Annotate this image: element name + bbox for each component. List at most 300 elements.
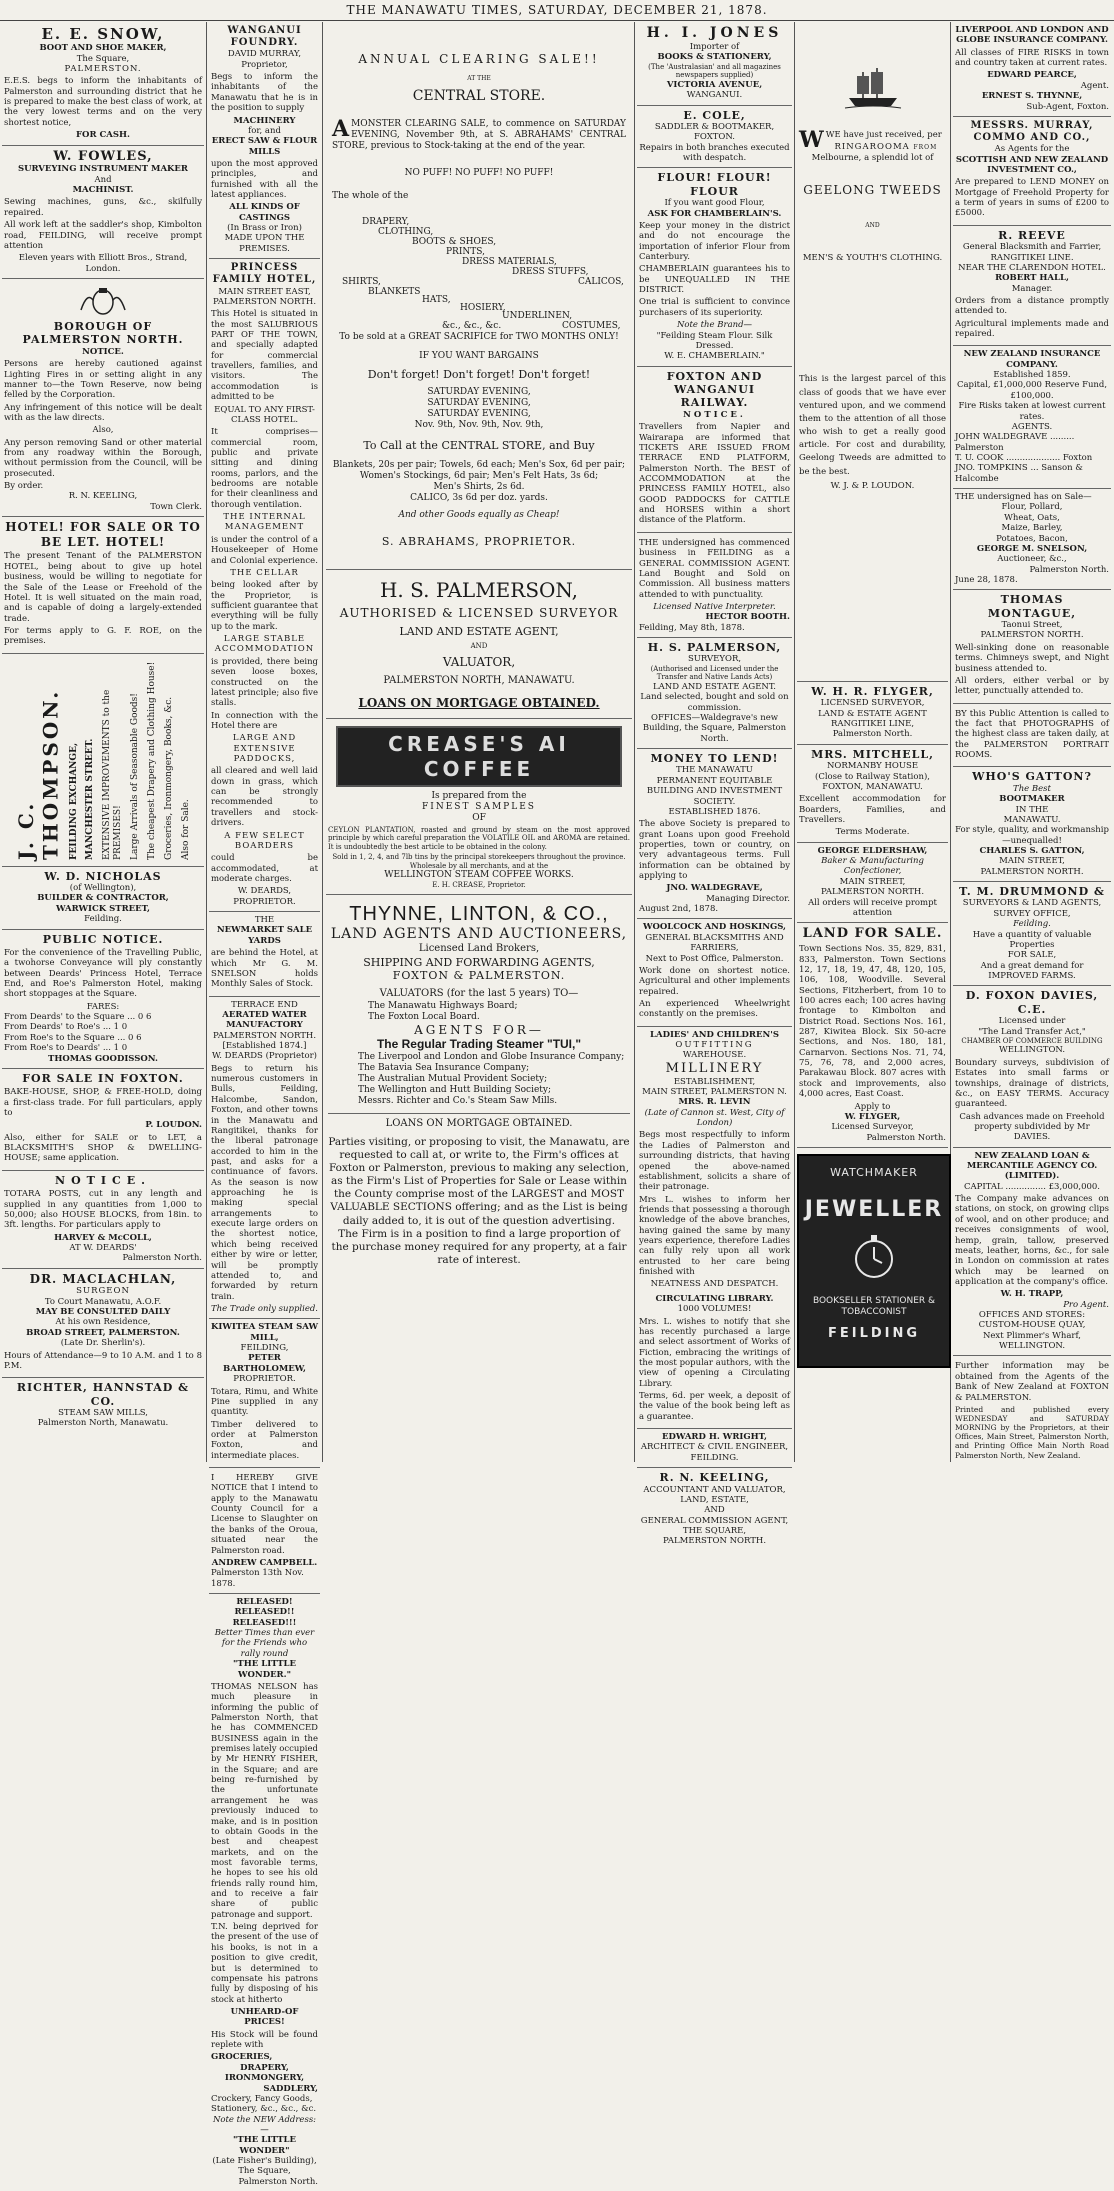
ad-text: TOTARA POSTS, cut in any length and supplied in any quantities from 1,000 to 50,000; also HOUSE BLOCKS, from 18in. to 3ft. lengths. For particulars apply to — [4, 1189, 202, 1231]
ad-name: W. H. R. FLYGER, — [811, 685, 934, 698]
ad-text: BAKE-HOUSE, SHOP, & FREE-HOLD, doing a first-class trade. For full particulars, apply to — [4, 1087, 202, 1118]
ad-line: ERECT SAW & FLOUR MILLS — [211, 136, 318, 157]
ad-text: BY this Public Attention is called to the fact that PHOTOGRAPHS of the highest class are taken daily, at the PALMERSTON PORTRAIT ROOMS. — [955, 708, 1109, 761]
ad-montague — [953, 590, 1111, 703]
ad-hours: Hours of Attendance—9 to 10 A.M. and 1 to 8 P.M. — [4, 1350, 202, 1371]
ad-text: The present Tenant of the PALMERSTON HOTEL, being about to give up hotel business, would be willing to negotiate for the Sale of the Lease or Freehold of the Hotel. It is well situated on the main road, and is capable of doing a largely-extended trade. — [4, 551, 202, 624]
ad-text: The above Society is prepared to grant Loans upon good Freehold properties, town or country, on very advantageous terms. Full information can be obtained by applying to — [639, 819, 790, 882]
ad-name: RICHTER, HANNSTAD & CO. — [16, 1381, 190, 1408]
ad-text: CHAMBERLAIN guarantees his to be UNEQUALLED IN THE DISTRICT. — [639, 264, 790, 296]
ad-role: Manager. — [1011, 283, 1053, 294]
ad-text: Melbourne, a splendid lot of — [811, 152, 934, 163]
ad-text: This is the largest parcel of this class of goods that we have ever ventured upon, and we commend them to the attention of all those who wish to get a really good article. For cost and durability, Geelong Tweeds are admitted to be the best. — [799, 374, 946, 477]
ad-title: MONEY TO LEND! — [650, 752, 779, 766]
ad-town: PALMERSTON. — [64, 64, 142, 75]
ad-signed: R. N. KEELING, — [68, 491, 138, 502]
ad-line: LAND, ESTATE, — [680, 1494, 749, 1505]
ad-and: AND — [704, 1505, 725, 1516]
ad-name: MESSRS. MURRAY, COMMO AND CO., — [970, 119, 1094, 144]
ad-other: And other Goods equally as Cheap! — [398, 510, 560, 521]
ad-text: W. E. CHAMBERLAIN." — [664, 351, 765, 362]
ad-text: could be accommodated, at moderate charges. — [211, 853, 318, 884]
ad-date: August 2nd, 1878. — [639, 904, 719, 915]
ad-nicholas — [2, 867, 204, 930]
ad-sub: AT W. DEARDS' — [69, 1243, 137, 1253]
ad-line: MAIN STREET, — [839, 876, 906, 887]
ad-town: Palmerston North. — [122, 1253, 202, 1264]
ad-heading: LARGE AND EXTENSIVE PADDOCKS, — [232, 733, 297, 765]
goods-item: HATS, — [422, 294, 451, 305]
ad-text: Town Sections Nos. 35, 829, 831, 833, Palmerston. Town Sections 12, 17, 18, 19, 47, 48, 120, 105, 106, 108, Woodville. Several Sections, Fitzherbert, from 10 to 100 acres each; 100 acres having frontage to Kimbolton and District Road. Sections Nos. 161, 287, Kiwitea Block. Six 50-acre Sections, and Nos. 180, 181, Carnarvon. Sections Nos. 71, 74, 75, 76, 78, and 2,000 acres, Parakawau Block. 807 acres with stock and improvements, also 4,000 acres, East Coast. — [799, 944, 946, 1100]
ad-text: Mrs L. wishes to inform her friends that possessing a thorough knowledge of the above branches, having gained the same by many years experience, therefore Ladies can fully rely upon all work entrusted to her care being finished with — [639, 1194, 790, 1278]
ad-geelong-tweeds: WWE have just received, per RINGAROOMA from Melbourne, a splendid lot of GEELONG TWEEDS AND MEN'S & YOUTH'S CLOTHING. This is the largest parcel of this class of goods that we have ever ventured upon, and we commend them to the attention of all those who wish to get a really good article. For cost and durability, Geelong Tweeds are admitted to be the best. W. J. & P. LOUDON. — [797, 22, 948, 682]
ad-borough — [2, 279, 204, 517]
ad-heading: LARGE STABLE ACCOMMODATION — [214, 634, 315, 655]
ad-line: for, and — [248, 125, 281, 136]
ad-trade: BUILDER & CONTRACTOR, — [37, 893, 169, 904]
ad-text: Orders from a distance promptly attended to. — [955, 295, 1109, 317]
ad-crease-coffee — [326, 719, 632, 895]
ad-gatton — [953, 767, 1111, 882]
ad-line: PALMERSTON NORTH. — [662, 1536, 767, 1547]
ad-princess-hotel — [209, 259, 320, 912]
ad-eldershaw — [797, 843, 948, 924]
ad-town: Palmerston North. — [1029, 564, 1109, 575]
ad-line: The Liverpool and London and Globe Insurance Company; — [358, 1051, 625, 1062]
ad-text: Timber delivered to order at Palmerston Foxton, and intermediate places. — [211, 1419, 318, 1461]
ad-name: R. REEVE — [998, 228, 1066, 242]
ad-text: are behind the Hotel, at which Mr G. M. SNELSON holds Monthly Sales of Stock. — [211, 948, 318, 990]
ad-text: E.E.S. begs to inform the inhabitants of Palmerston and surrounding district that he is prepared to make the best class of work, at the very lowest terms and on the very shortest notice, — [4, 76, 202, 128]
ad-line: Parties visiting, or proposing to visit, the Manawatu, are requested to call at, or write to, the Firm's offices at Foxton or Palmerston, previous to making any selection, as the Firm's List of Properties for Sale or Lease within the County comprise most of the LARGEST and MOST VALUABLE SECTIONS offering; and as the List is being daily added to, it is out of the question advertising. — [328, 1135, 630, 1227]
ad-jeweller — [797, 1154, 951, 1368]
ad-owner: W. DEARDS (Proprietor) — [212, 1051, 317, 1062]
ad-name: W. D. NICHOLAS — [44, 869, 162, 883]
ad-name: MRS. R. LEVIN — [678, 1097, 751, 1108]
ad-office: Town Clerk. — [150, 501, 202, 512]
ad-text: Palmerston North. — [238, 2176, 318, 2187]
goods-item: COSTUMES, — [562, 320, 621, 331]
ad-money — [637, 749, 792, 919]
masthead: THE MANAWATU TIMES, SATURDAY, DECEMBER 21, 1878. — [0, 0, 1114, 21]
ad-line: THE MANAWATU — [676, 765, 753, 776]
ad-fares: FARES: — [86, 1001, 120, 1012]
ad-date: Palmerston 13th Nov. 1878. — [211, 1568, 304, 1589]
ad-address: BROAD STREET, PALMERSTON. — [26, 1327, 180, 1338]
ad-text: EQUAL TO ANY FIRST-CLASS HOTEL. — [214, 404, 315, 425]
column-rule — [206, 22, 207, 1462]
ad-line: Feilding. — [1013, 919, 1051, 930]
ad-title: SURGEON — [76, 1286, 130, 1297]
ad-line: FOXTON, MANAWATU. — [822, 781, 923, 792]
ad-text: If you want good Flour, — [664, 198, 765, 209]
ad-manager: ROBERT HALL, — [995, 273, 1069, 284]
ad-line: ALL KINDS OF CASTINGS — [229, 202, 300, 223]
ad-thynne-linton — [326, 895, 632, 1271]
ad-text: E. H. CREASE, Proprietor. — [432, 881, 526, 890]
ad-ladies-outfitting — [637, 1027, 792, 1429]
ad-line: RANGITIKEI LINE. — [990, 252, 1074, 263]
ad-line: The Batavia Sea Insurance Company; — [358, 1062, 530, 1073]
ad-line: The Manawatu Highways Board; — [368, 1000, 518, 1011]
ad-name: PRINCESS FAMILY HOTEL, — [212, 262, 317, 286]
ad-line: SHIPPING AND FORWARDING AGENTS, — [363, 955, 595, 969]
ad-reeve — [953, 226, 1111, 347]
ad-text: Well-sinking done on reasonable terms. Chimneys swept, and Night business attended to. — [955, 642, 1109, 674]
ad-clearing-sale: ANNUAL CLEARING SALE!! AT THE CENTRAL STORE. AMONSTER CLEARING SALE, to commence on SATURDAY EVENING, November 9th, at S. ABRAHAMS' CENTRAL STORE, previous to Stock-taking at the end of the year. NO PUFF! NO PUFF! NO PUFF! The whole of the DRAPERY, CLOTHING, BOOTS & SHOES, PRINTS, DRESS MATERIALS, DRESS STUFFS, SHIRTS, CALICOS, BLANKETS HATS, HOSIERY, UNDERLINEN, &c., &c., &c. COSTUMES, To be sold at a GREAT SACRIFICE for TWO MONTHS ONLY! IF YOU WANT BARGAINS Don't forget! Don't forget! Don't forget! SATURDAY EVENING, SATURDAY EVENING, SATURDAY EVENING, Nov. 9th, Nov. 9th, Nov. 9th, To Call at the CENTRAL STORE, and Buy Blankets, 20s per pair; Towels, 6d each; Men's Sox, 6d per pair; Women's Stockings, 6d pair; Men's Felt Hats, 3s 6d; Men's Shirts, 2s 6d. CALICO, 3s 6d per doz. yards. And other Goods equally as Cheap! S. ABRAHAMS, PROPRIETOR. — [326, 22, 632, 570]
goods-item: DRESS STUFFS, — [512, 266, 589, 277]
ad-line: FOR SALE, — [1007, 950, 1057, 961]
ad-line: The Best — [1013, 783, 1051, 794]
ship-icon — [843, 66, 903, 110]
ad-text: "The Land Transfer Act," — [978, 1026, 1086, 1037]
ad-signed: W. H. TRAPP, — [1000, 1289, 1064, 1300]
ad-name: H. S. PALMERSON, — [647, 641, 782, 655]
ad-text: In connection with the Hotel there are — [211, 710, 318, 731]
ad-top: WATCHMAKER — [830, 1165, 918, 1179]
ad-title: LAND FOR SALE. — [802, 926, 943, 942]
ad-line: Licensed Land Brokers, — [418, 943, 540, 955]
ad-text: Sold in 1, 2, 4, and 7lb tins by the principal storekeepers throughout the province. Wholesale by all merchants, and at the — [332, 853, 626, 870]
ad-line: PALMERSTON NORTH, MANAWATU. — [383, 675, 575, 687]
ad-title: HOTEL! FOR SALE OR TO BE LET. HOTEL! — [5, 520, 201, 549]
ad-text: Cash advances made on Freehold property subdivided by Mr DAVIES. — [959, 1111, 1105, 1143]
ad-text: Are prepared to LEND MONEY on Mortgage of Freehold Property for a term of years in sums of £200 to £5000. — [955, 177, 1109, 219]
ad-text: Begs most respectfully to inform the Ladies of Palmerston and surrounding districts, that having opened the above-named establishment, solicits a share of their patronage. — [639, 1130, 790, 1193]
ad-signed: W. DEARDS, PROPRIETOR. — [233, 886, 296, 907]
ad-line: LAND & ESTATE AGENT — [818, 708, 927, 719]
ad-drummond — [953, 882, 1111, 986]
goods-item: PRINTS, — [446, 246, 485, 257]
ad-text: UNHEARD-OF PRICES! — [230, 2007, 299, 2028]
ad-name: E. E. SNOW, — [41, 25, 165, 43]
ad-line: LICENSED SURVEYOR, — [820, 698, 925, 709]
ad-the: THE — [254, 915, 275, 926]
ad-keeling — [637, 1468, 792, 1551]
ad-text: CHAMBER OF COMMERCE BUILDING — [961, 1036, 1103, 1045]
ad-line: FOXTON & PALMERSTON. — [392, 969, 566, 983]
ad-text: upon the most approved principles, and furnished with all the latest appliances. — [211, 158, 318, 201]
ad-text: Better Times than ever for the Friends who rally round — [214, 1628, 315, 1659]
ad-line: (The 'Australasian' and all magazines newspapers supplied) — [648, 62, 781, 80]
ad-line: IMPROVED FARMS. — [988, 971, 1076, 981]
ad-line: MACHINERY — [233, 115, 296, 126]
ad-fare: From Deards' to the Square ... 0 6 — [4, 1012, 152, 1023]
ad-agents: AGENTS. — [1011, 421, 1053, 432]
ad-name: NEWMARKET SALE YARDS — [216, 925, 313, 946]
ad-line: IRONMONGERY, — [224, 2073, 305, 2084]
goods-item: BLANKETS — [368, 286, 421, 297]
ad-notice: NOTICE. — [683, 409, 746, 420]
ad-heading: THE INTERNAL MANAGEMENT — [223, 512, 306, 533]
ad-address: MAIN STREET EAST, — [218, 286, 311, 297]
ad-agent: JOHN WALDEGRAVE ......... Palmerston — [955, 432, 1075, 453]
ad-name: T. M. DRUMMOND & — [959, 885, 1105, 899]
ad-line: AUTHORISED & LICENSED SURVEYOR — [339, 606, 619, 621]
ad-text: MONSTER CLEARING SALE, to commence on SATURDAY EVENING, November 9th, at S. ABRAHAMS' CENTRAL STORE, previous to Stock-taking at the end of the year. — [332, 119, 626, 151]
ad-jones — [637, 22, 792, 106]
ad-text: Work done on shortest notice. Agricultural and other implements repaired. — [639, 965, 790, 997]
ad-call: To Call at the CENTRAL STORE, and Buy — [363, 439, 595, 453]
ad-line: GROCERIES, — [211, 2052, 273, 2063]
ad-line: TERRACE END — [231, 999, 298, 1010]
ad-richter — [2, 1378, 204, 1433]
column-4 — [637, 22, 792, 1547]
ad-line: The Regular Trading Steamer "TUI," — [376, 1037, 582, 1052]
ad-sold: To be sold at a GREAT SACRIFICE for TWO MONTHS ONLY! — [339, 331, 619, 342]
ad-line: GENERAL COMMISSION AGENT, — [640, 1515, 789, 1526]
ad-name: R. N. KEELING, — [659, 1471, 770, 1485]
ad-name: GEORGE ELDERSHAW, — [817, 845, 928, 856]
column-6 — [953, 22, 1111, 1460]
ad-signed: GEORGE M. SNELSON, — [976, 543, 1088, 554]
ad-text: OF — [472, 812, 486, 823]
ad-signed: JNO. WALDEGRAVE, — [666, 883, 763, 894]
ad-text: All orders will receive prompt attention — [808, 897, 937, 918]
ad-text: Any person removing Sand or other material from any roadway within the Borough, without permission from the Council, will be prosecuted. — [4, 437, 202, 479]
ad-text: Note the Brand— — [676, 320, 753, 331]
goods-item: UNDERLINEN, — [502, 310, 573, 321]
ad-at: AT THE — [467, 74, 491, 82]
ad-role: Proprietor, — [241, 59, 288, 70]
ad-trade: General Blacksmith and Farrier, — [962, 242, 1102, 253]
ad-land-for-sale — [797, 923, 948, 1148]
ad-text: Sewing machines, guns, &c., skilfully repaired. — [4, 197, 202, 218]
ad-line: VALUATOR, — [442, 654, 516, 669]
ad-agent: T. U. COOK .................... Foxton — [955, 453, 1093, 463]
ad-sub: BOOKSELLER STATIONER & TOBACCONIST — [812, 1295, 936, 1317]
ad-text: Excellent accommodation for Boarders, Families, and Travellers. — [799, 794, 946, 826]
ad-est: ESTABLISHED 1876. — [668, 806, 761, 817]
ad-date: Feilding, May 8th, 1878. — [639, 622, 745, 633]
goods-item: BOOTS & SHOES, — [412, 236, 497, 247]
royal-crest-icon — [73, 286, 133, 316]
ad-foot: The Trade only supplied. — [211, 1304, 318, 1314]
ad-text: The Company make advances on stations, on stock, on growing clips of wool, and on other produce; and receives consignments of wool, hemp, grain, tallow, preserved meats, leather, horns, &c., for sale in London on commission at rates which may be learned on application at the company's office. — [955, 1194, 1109, 1287]
ad-name: EDWARD H. WRIGHT, — [661, 1432, 768, 1443]
ad-whole: The whole of the — [332, 190, 409, 201]
ad-text: At his own Residence, — [55, 1317, 151, 1328]
ad-name: DR. MACLACHLAN, — [29, 1271, 177, 1286]
ad-title: FOXTON AND WANGANUI RAILWAY. — [666, 369, 763, 410]
ad-released — [209, 1594, 320, 2191]
ad-town: Feilding. — [84, 914, 122, 925]
ad-heading: THE CELLAR — [230, 567, 299, 578]
ad-name: THOMAS MONTAGUE, — [987, 593, 1077, 620]
ad-line: IN THE — [1015, 804, 1049, 815]
ad-line: Taonui Street, — [1001, 620, 1063, 631]
ad-and: And — [94, 174, 112, 185]
ad-text: WELLINGTON STEAM COFFEE WORKS. — [384, 870, 574, 881]
ad-line: LAND AGENTS AND AUCTIONEERS, — [330, 926, 628, 943]
ad-text: Mrs. L. wishes to notify that she has recently purchased a large and select assortment of Works of Fiction, embracing the writings of the most popular authors, with the view of opening a Circulating Library. — [639, 1316, 790, 1389]
ad-role: Sub-Agent, Foxton. — [1026, 101, 1109, 112]
ad-text: One trial is sufficient to convince purchasers of its superiority. — [639, 297, 790, 318]
ad-text: The Square, — [238, 2166, 291, 2177]
ad-line: THE SQUARE, — [682, 1526, 747, 1537]
ad-title: FOR SALE IN FOXTON. — [22, 1071, 184, 1085]
imprint-text: Printed and published every WEDNESDAY and SATURDAY MORNING by the Proprietors, at their Offices, Main Street, Palmerston North, and Printing Office Main North Road Palmerston North, New Zealand. — [955, 1404, 1109, 1460]
ad-line: LAND AND ESTATE AGENT, — [399, 624, 559, 638]
ad-signed: HARVEY & McCOLL, — [54, 1232, 152, 1243]
ad-text: FINEST SAMPLES — [422, 801, 536, 812]
ad-text: Note the NEW Address:— — [212, 2114, 317, 2135]
column-2 — [209, 22, 320, 2187]
ad-snow — [2, 22, 204, 146]
ad-line: LOANS ON MORTGAGE OBTAINED. — [328, 1113, 630, 1130]
ad-text: As Agents for the — [994, 144, 1070, 155]
ad-text: MAY BE CONSULTED DAILY — [35, 1307, 171, 1318]
coffee-banner: CREASE'S AI COFFEE — [336, 726, 622, 787]
ad-address: WARWICK STREET, — [56, 903, 150, 914]
ad-goods: Wheat, Oats, — [1004, 512, 1060, 523]
ad-prices: CALICO, 3s 6d per doz. yards. — [410, 493, 548, 504]
ad-text: is under the control of a Housekeeper of Home and Colonial experience. — [211, 534, 318, 566]
ad-town: FOXTON. — [693, 132, 735, 143]
ad-role: Auctioneer, &c., — [997, 554, 1067, 565]
ad-name: E. COLE, — [683, 108, 746, 122]
ad-line: MANCHESTER STREET. — [85, 738, 96, 860]
ad-text: Repairs in both branches executed with despatch. — [639, 142, 790, 164]
goods-item: CALICOS, — [578, 276, 624, 287]
ad-signed: ANDREW CAMPBELL. — [211, 1557, 318, 1568]
ad-line: Next Plimmer's Wharf, — [982, 1330, 1082, 1341]
ad-booth — [637, 533, 792, 638]
ad-from: (of Wellington), — [69, 883, 137, 894]
ad-text: To Court Manawatu, A.O.F. — [44, 1296, 162, 1307]
ad-murray — [953, 117, 1111, 226]
ad-address: MAIN STREET, — [999, 856, 1065, 867]
ad-hotel — [2, 517, 204, 653]
ad-fare: From Deards' to Roe's ... 1 0 — [4, 1022, 128, 1033]
ad-text: Licensed under — [998, 1016, 1066, 1027]
ad-line: PERMANENT EQUITABLE BUILDING AND INVESTMENT SOCIETY. — [646, 775, 783, 807]
ad-line: MANAWATU. — [1003, 814, 1061, 825]
ad-line: Baker & Manufacturing Confectioner, — [821, 856, 924, 877]
ad-line: VALUATORS (for the last 5 years) TO— — [379, 988, 579, 1000]
ad-line: The Australian Mutual Provident Society; — [358, 1073, 548, 1084]
ad-line: The Foxton Local Board. — [368, 1011, 480, 1022]
ad-wright — [637, 1429, 792, 1468]
ad-line: (In Brass or Iron) — [227, 223, 302, 234]
goods-item: HOSIERY, — [460, 302, 506, 313]
ad-name: W. FOWLES, — [53, 148, 153, 164]
ad-text: Keep your money in the district and do not encourage the importation of inferior Flour from Canterbury. — [639, 220, 790, 263]
ad-hs-palmerson — [637, 638, 792, 749]
ad-line: NEAR THE CLARENDON HOTEL. — [958, 262, 1106, 273]
ad-store: CENTRAL STORE. — [412, 87, 546, 104]
ad-liverpool — [953, 22, 1111, 117]
ad-name: WOOLCOCK AND HOSKINGS, — [642, 922, 787, 933]
ad-title: PUBLIC NOTICE. — [42, 932, 164, 946]
ad-wanganui-foundry — [209, 22, 320, 259]
ad-ship: RINGAROOMA from — [834, 142, 938, 153]
ad-text: "THE LITTLE WONDER." — [233, 1659, 296, 1680]
ad-line: The cheapest Drapery and Clothing House! — [147, 661, 158, 860]
ad-late: (Late of Cannon st. West, City of London) — [644, 1107, 785, 1129]
ad-text: "THE LITTLE WONDER" — [233, 2135, 296, 2156]
ad-line: LOANS ON MORTGAGE OBTAINED. — [358, 695, 600, 710]
ad-line: MILLINERY — [665, 1060, 764, 1076]
ad-prices: Men's Shirts, 2s 6d. — [433, 482, 525, 493]
ad-role: SURVEYOR, — [687, 654, 742, 665]
ad-campbell — [209, 1468, 320, 1594]
ad-line: SADDLERY, — [263, 2083, 318, 2094]
ad-text: Agricultural implements made and repaired. — [955, 318, 1109, 340]
ad-line: MADE UPON THE PREMISES. — [224, 233, 305, 254]
ad-thompson — [2, 654, 204, 867]
ad-text: And a great demand for — [980, 960, 1084, 971]
ad-title: GEELONG TWEEDS — [803, 183, 942, 198]
ad-apply: Apply to — [854, 1101, 891, 1112]
ad-address: Next to Post Office, Palmerston. — [645, 953, 784, 964]
ad-flour — [637, 168, 792, 366]
ad-text: For style, quality, and workmanship—unequalled! — [955, 825, 1109, 846]
ad-davies — [953, 986, 1111, 1147]
ad-line: EXTENSIVE IMPROVEMENTS to the PREMISES! — [102, 689, 124, 860]
column-5 — [797, 22, 948, 1460]
ad-trade: SADDLER & BOOTMAKER, — [654, 121, 775, 132]
ad-agent: EDWARD PEARCE, — [987, 70, 1077, 81]
ad-text: Licensed Native Interpreter. — [653, 601, 776, 612]
ad-line: MAIN STREET, PALMERSTON N. — [642, 1086, 787, 1097]
ad-name: WHO'S GATTON? — [972, 770, 1092, 784]
ad-trade: MACHINIST. — [72, 185, 134, 196]
ad-snelson — [953, 489, 1111, 590]
ad-text: Travellers from Napier and Wairarapa are informed that TICKETS ARE ISSUED FROM TERRACE END PLATFORM, Palmerston North. The BEST of ACCOMMODATION at the PRINCESS FAMILY HOTEL, also GOOD PADDOCKS for CATTLE and HORSES within a short distance of the Platform. — [639, 422, 790, 526]
ad-puff: NO PUFF! NO PUFF! NO PUFF! — [404, 167, 554, 178]
goods-item: &c., &c., &c. — [442, 320, 502, 331]
ad-name: LIVERPOOL AND LONDON AND GLOBE INSURANCE COMPANY. — [955, 25, 1109, 46]
ad-owner: PETER BARTHOLOMEW, — [223, 1353, 306, 1374]
ad-text: THE undersigned has on Sale— — [955, 492, 1092, 503]
ad-terms: FOR CASH. — [76, 130, 130, 141]
ad-text: All classes of FIRE RISKS in town and country taken at current rates. — [955, 47, 1109, 69]
ad-text: All orders, either verbal or by letter, punctually attended to. — [955, 675, 1109, 697]
ad-signed: CHARLES S. GATTON, — [979, 846, 1085, 856]
ad-line: Messrs. Richter and Co.'s Steam Saw Mills. — [358, 1095, 558, 1106]
ad-notice: NOTICE. — [82, 346, 124, 357]
ad-text: I HEREBY GIVE NOTICE that I intend to apply to the Manawatu County Council for a License to Slaughter on the banks of the Oroua, situated near the Palmerston road. — [211, 1473, 318, 1556]
ad-line: PALMERSTON NORTH. — [980, 630, 1084, 641]
ad-town: PALMERSTON NORTH. — [980, 866, 1084, 877]
ad-trade: STEAM SAW MILLS, — [58, 1408, 148, 1419]
ad-line: BOOTMAKER — [999, 794, 1065, 805]
ad-line: Palmerston North. — [832, 729, 913, 740]
ad-text: NEATNESS AND DESPATCH. — [650, 1279, 779, 1290]
ad-title: LADIES' AND CHILDREN'S — [650, 1029, 779, 1040]
ad-text: LAND AND ESTATE AGENT. — [652, 681, 776, 692]
ad-nz-insurance — [953, 346, 1111, 489]
ad-line: Also for Sale. — [181, 798, 192, 860]
ad-text: Terms Moderate. — [835, 827, 910, 838]
ad-agent: JNO. TOMPKINS ... Sanson & Halcombe — [955, 463, 1083, 484]
ad-name: KIWITEA STEAM SAW MILL, — [211, 1322, 319, 1343]
ad-text: is provided, there being seven loose boxes, constructed on the latest principle; also five stalls. — [211, 656, 318, 709]
ad-name: NEW ZEALAND LOAN & MERCANTILE AGENCY CO. (LIMITED). — [966, 1150, 1098, 1182]
ad-signed: W. J. & P. LOUDON. — [830, 480, 915, 491]
ad-line: SURVEY OFFICE, — [993, 908, 1071, 919]
ad-kiwitea — [209, 1319, 320, 1468]
ad-signed: HECTOR BOOTH. — [705, 612, 790, 623]
ad-name: H. S. PALMERSON, — [379, 577, 579, 602]
ad-cap: CAPITAL ............... £3,000,000. — [963, 1181, 1100, 1192]
ad-line: Groceries, Ironmongery, Books, &c. — [164, 696, 175, 860]
ad-text: SCOTTISH AND NEW ZEALAND INVESTMENT CO., — [955, 154, 1109, 175]
ad-signed: THOMAS GOODISSON. — [48, 1053, 158, 1064]
ad-text: OFFICES—Waldegrave's new Building, the Square, Palmerston North. — [642, 712, 787, 744]
ad-line: ACCOUNTANT AND VALUATOR, — [643, 1484, 786, 1495]
